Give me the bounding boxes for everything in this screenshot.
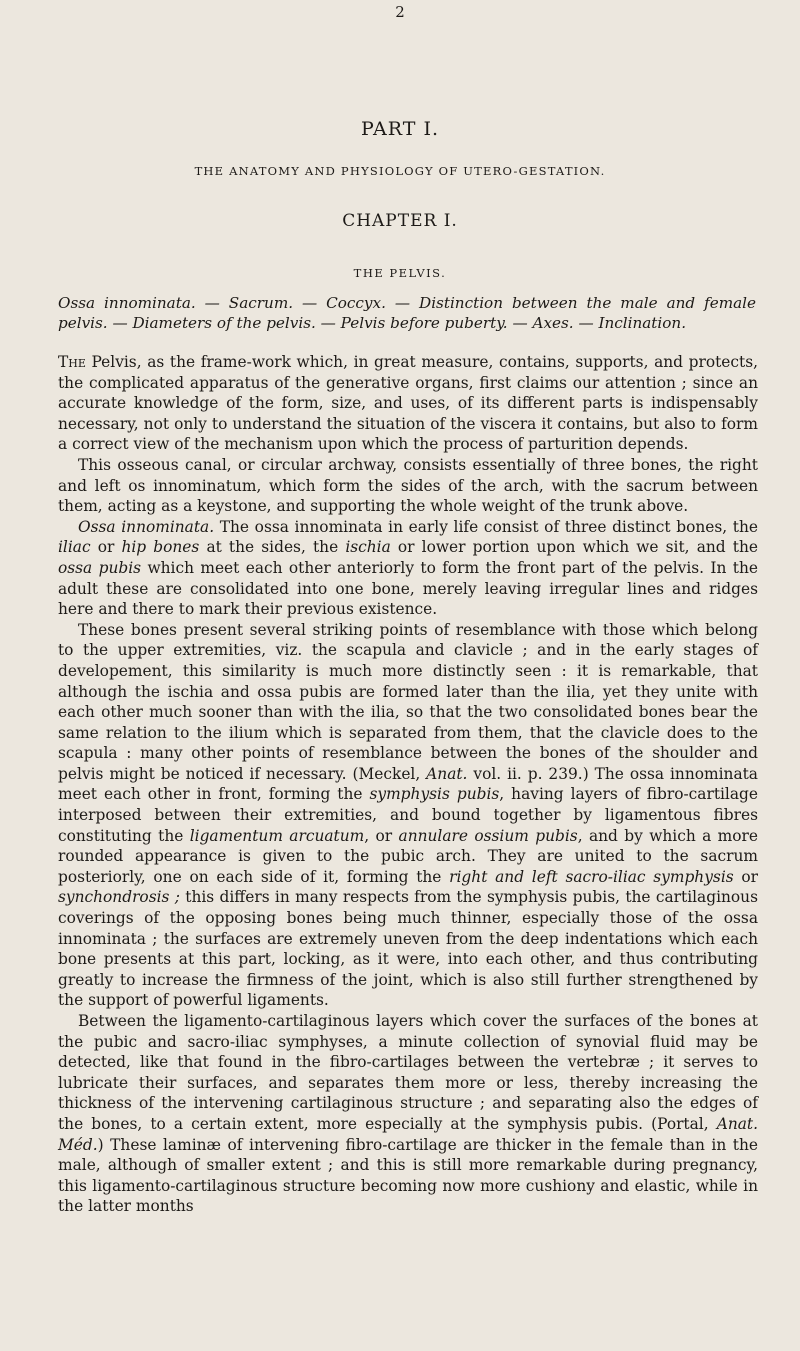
italic-term: hip bones (121, 538, 200, 557)
chapter-title: CHAPTER I. (342, 211, 458, 231)
italic-term: right and left sacro-iliac symphysis (449, 867, 734, 886)
text-run: vol. ii. p. 239.) The ossa innominata meet each other in front, forming the (58, 764, 758, 804)
text-run: These bones present several striking points of resemblance with those which belong to the upper extremities, viz. the scapula and clavicle ; and in the early stages of developement, this similarity is much more distinctly seen : it is remarkable, that although the ischia and ossa pubis are formed later than the ilia, yet they unite with each other much sooner than with the ilia, so that the two consolidated bones bear the same relation to the ilium which is separated from them, that the clavicle does to the scapula : many other points of resemblance between the bones of the shoulder and pelvis might be noticed if necessary. (Meckel, (58, 620, 758, 783)
text-run: or lower portion upon which we sit, and the (390, 538, 758, 557)
text-run: or (90, 538, 122, 557)
italic-term: symphysis pubis (369, 785, 500, 804)
text-run: this differs in many respects from the symphysis pubis, the cartilaginous coverings of the opposing bones being much thinner, especially those of the ossa innominata ; the surfaces are extremely uneven from the deep indentations which each bone presents at this part, locking, as it were, into each other, and thus contributing greatly to increase the firmness of the joint, which is also still further strengthened by the support of powerful ligaments. (58, 888, 758, 1010)
section-title: THE PELVIS. (353, 266, 447, 280)
part-title: PART I. (361, 118, 439, 140)
italic-term: ossa pubis (58, 558, 142, 577)
part-subtitle: THE ANATOMY AND PHYSIOLOGY OF UTERO-GESTATION. (194, 164, 606, 178)
body-text (58, 352, 758, 1217)
italic-term: Anat. Méd. (58, 1114, 758, 1154)
paragraph-resemblance (58, 620, 758, 1011)
paragraph-intro (58, 352, 758, 455)
italic-term: ischia (345, 538, 391, 557)
text-run: ) These laminæ of intervening fibro-cartilage are thicker in the female than in the male, although of smaller extent ; and this is still more remarkable during pregnancy, this ligamento-cartilaginous structure becoming now more cushiony and elastic, while in the latter months (58, 1135, 758, 1216)
text-run: , and by which a more rounded appearance is given to the pubic arch. They are united to the sacrum posteriorly, one on each side of it, forming the (58, 826, 758, 886)
text-run: or (733, 867, 759, 886)
text-run: at the sides, the (199, 538, 346, 557)
italic-term: Ossa innominata. (78, 517, 215, 536)
page-number: 2 (395, 3, 405, 21)
italic-term: annulare ossium pubis (398, 826, 578, 845)
paragraph-osseous-canal: This osseous canal, or circular archway, consists essentially of three bones, the right and left os innominatum, which form the sides of the arch, with the sacrum between them, acting as a keystone, and supporting the whole weight of the trunk above. (58, 455, 758, 516)
text-run: , or (364, 826, 399, 845)
text-run: which meet each other anteriorly to form the front part of the pelvis. In the adult these are consolidated into one bone, merely leaving irregular lines and ridges here and there to mark their previous existence. (58, 558, 758, 619)
paragraph-text: Pelvis, as the frame-work which, in great measure, contains, supports, and protects, the complicated apparatus of the generative organs, first claims our attention ; since an accurate knowledge of the form, size, and uses, of its different parts is indispensably necessary, not only to understand the situation of the viscera it contains, but also to form a correct view of the mechanism upon which the process of parturition depends. (58, 353, 758, 454)
paragraph-ossa-innominata (58, 517, 758, 620)
italic-term: iliac (58, 538, 91, 557)
italic-term: synchondrosis ; (58, 888, 180, 907)
text-run: The ossa innominata in early life consist of three distinct bones, the (214, 517, 758, 536)
paragraph-cartilaginous-layers (58, 1011, 758, 1217)
chapter-synopsis: Ossa innominata. — Sacrum. — Coccyx. — Distinction between the male and female pelvis. — Diameters of the pelvis. — Pelvis before puberty. — Axes. — Inclination. (58, 294, 756, 332)
text-run: Between the ligamento-cartilaginous layers which cover the surfaces of the bones at the pubic and sacro-iliac symphyses, a minute collection of synovial fluid may be detected, like that found in the fibro-cartilages between the vertebræ ; it serves to lubricate their surfaces, and separates them more or less, thereby increasing the thickness of the intervening cartilaginous structure ; and separating also the edges of the bones, to a certain extent, more especially at the symphysis pubis. (Portal, (58, 1012, 758, 1133)
italic-term: Anat. (426, 764, 468, 783)
drop-lead: The (58, 353, 86, 371)
text-run: , having layers of fibro-cartilage interposed between their extremities, and bound together by ligamentous fibres constituting the (58, 785, 758, 845)
italic-term: ligamentum arcuatum (189, 826, 365, 845)
